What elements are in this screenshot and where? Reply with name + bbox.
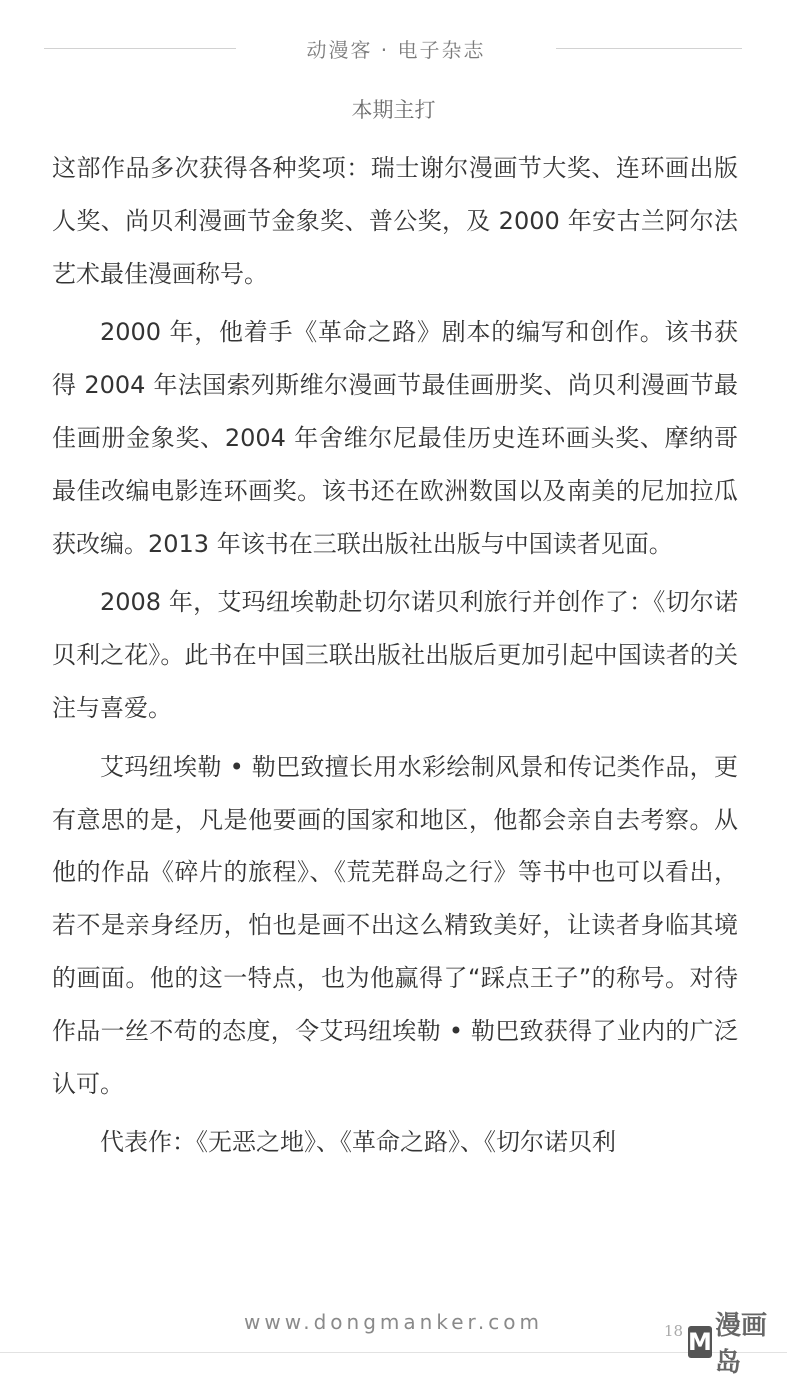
watermark-logo-icon: M [688,1328,712,1356]
paragraph: 2008 年，艾玛纽埃勒赴切尔诺贝利旅行并创作了：《切尔诺贝利之花》。此书在中国三联出版社出版后更加引起中国读者的关注与喜爱。 [52,588,738,722]
watermark-text: 漫画岛 [715,1311,768,1378]
header-rule-right [556,48,742,49]
article-body [52,142,738,1175]
paragraph: 这部作品多次获得各种奖项：瑞士谢尔漫画节大奖、连环画出版人奖、尚贝利漫画节金象奖、普公奖，及 2000 年安古兰阿尔法艺术最佳漫画称号。 [52,154,738,288]
paragraph: 代表作：《无恶之地》、《革命之路》、《切尔诺贝利 [100,1128,616,1157]
paragraph: 艾玛纽埃勒 • 勒巴致擅长用水彩绘制风景和传记类作品，更有意思的是，凡是他要画的国家和地区，他都会亲自去考察。从他的作品《碎片的旅程》、《荒芜群岛之行》等书中也可以看出，若不是亲身经历，怕也是画不出这么精致美好，让读者身临其境的画面。他的这一特点，也为他赢得了“踩点王子”的称号。对待作品一丝不苟的态度，令艾玛纽埃勒 • 勒巴致获得了业内的广泛认可。 [52,752,738,1098]
paragraph: 2000 年，他着手《革命之路》剧本的编写和创作。该书获得 2004 年法国索列斯维尔漫画节最佳画册奖、尚贝利漫画节最佳画册金象奖、2004 年舍维尔尼最佳历史连环画头奖、摩纳哥最佳改编电影连环画奖。该书还在欧洲数国以及南美的尼加拉瓜获改编。2013 年该书在三联出版社出版与中国读者见面。 [52,318,738,558]
magazine-title: 动漫客 · 电子杂志 [306,38,486,62]
page-number: 18 [664,1322,684,1340]
header-rule-left [44,48,236,49]
bottom-divider [0,1352,787,1353]
watermark [688,1311,787,1378]
footer-url: www.dongmanker.com [244,1310,543,1334]
section-label: 本期主打 [351,98,436,122]
magazine-header [0,28,787,68]
